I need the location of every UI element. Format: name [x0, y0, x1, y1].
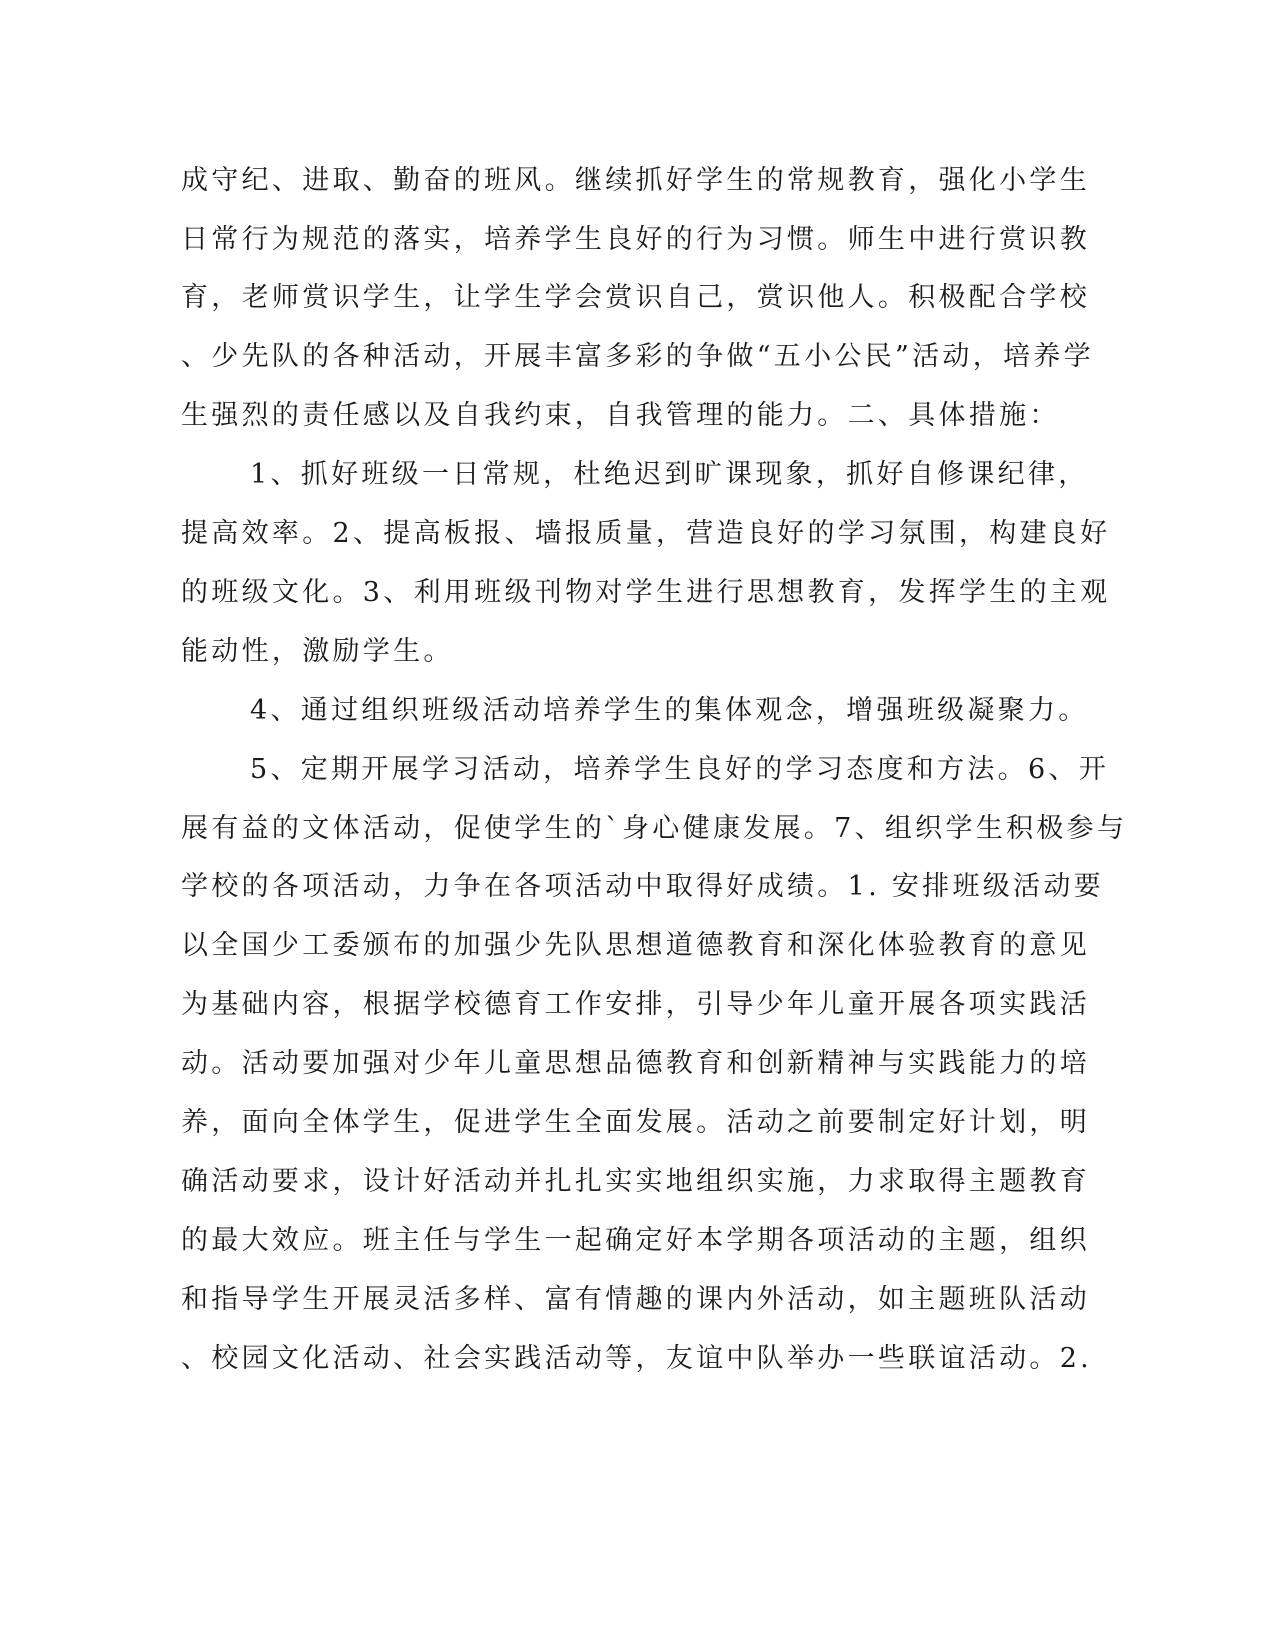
text-line: 1、抓好班级一日常规，杜绝迟到旷课现象，抓好自修课纪律， — [250, 459, 1089, 490]
text-line: 展有益的文体活动，促使学生的`身心健康发展。7、组织学生积极参与 — [181, 813, 1128, 844]
text-line: 5、定期开展学习活动，培养学生良好的学习态度和方法。6、开 — [250, 754, 1110, 785]
text-line: 成守纪、进取、勤奋的班风。继续抓好学生的常规教育，强化小学生 — [181, 165, 1090, 196]
text-line: 日常行为规范的落实，培养学生良好的行为习惯。师生中进行赏识教 — [181, 224, 1090, 255]
text-line: 能动性，激励学生。 — [181, 636, 454, 667]
text-line: 育，老师赏识学生，让学生学会赏识自己，赏识他人。积极配合学校 — [181, 282, 1090, 313]
text-line: 为基础内容，根据学校德育工作安排，引导少年儿童开展各项实践活 — [181, 989, 1090, 1020]
text-line: 生强烈的责任感以及自我约束，自我管理的能力。二、具体措施： — [181, 400, 1060, 431]
text-line: 学校的各项活动，力争在各项活动中取得好成绩。1. 安排班级活动要 — [181, 871, 1104, 902]
text-line: 、校园文化活动、社会实践活动等，友谊中队举办一些联谊活动。2. — [181, 1343, 1093, 1374]
text-line: 确活动要求，设计好活动并扎扎实实地组织实施，力求取得主题教育 — [181, 1166, 1090, 1197]
text-line: 动。活动要加强对少年儿童思想品德教育和创新精神与实践能力的培 — [181, 1048, 1090, 1079]
text-line: 养，面向全体学生，促进学生全面发展。活动之前要制定好计划，明 — [181, 1107, 1090, 1138]
text-line: 提高效率。2、提高板报、墙报质量，营造良好的学习氛围，构建良好 — [181, 518, 1111, 549]
text-line: 和指导学生开展灵活多样、富有情趣的课内外活动，如主题班队活动 — [181, 1284, 1090, 1315]
text-line: 的班级文化。3、利用班级刊物对学生进行思想教育，发挥学生的主观 — [181, 577, 1111, 608]
text-line: 、少先队的各种活动，开展丰富多彩的争做“五小公民”活动，培养学 — [181, 341, 1094, 372]
text-line: 的最大效应。班主任与学生一起确定好本学期各项活动的主题，组织 — [181, 1225, 1090, 1256]
text-line: 4、通过组织班级活动培养学生的集体观念，增强班级凝聚力。 — [250, 695, 1089, 726]
text-line: 以全国少工委颁布的加强少先队思想道德教育和深化体验教育的意见 — [181, 930, 1090, 961]
